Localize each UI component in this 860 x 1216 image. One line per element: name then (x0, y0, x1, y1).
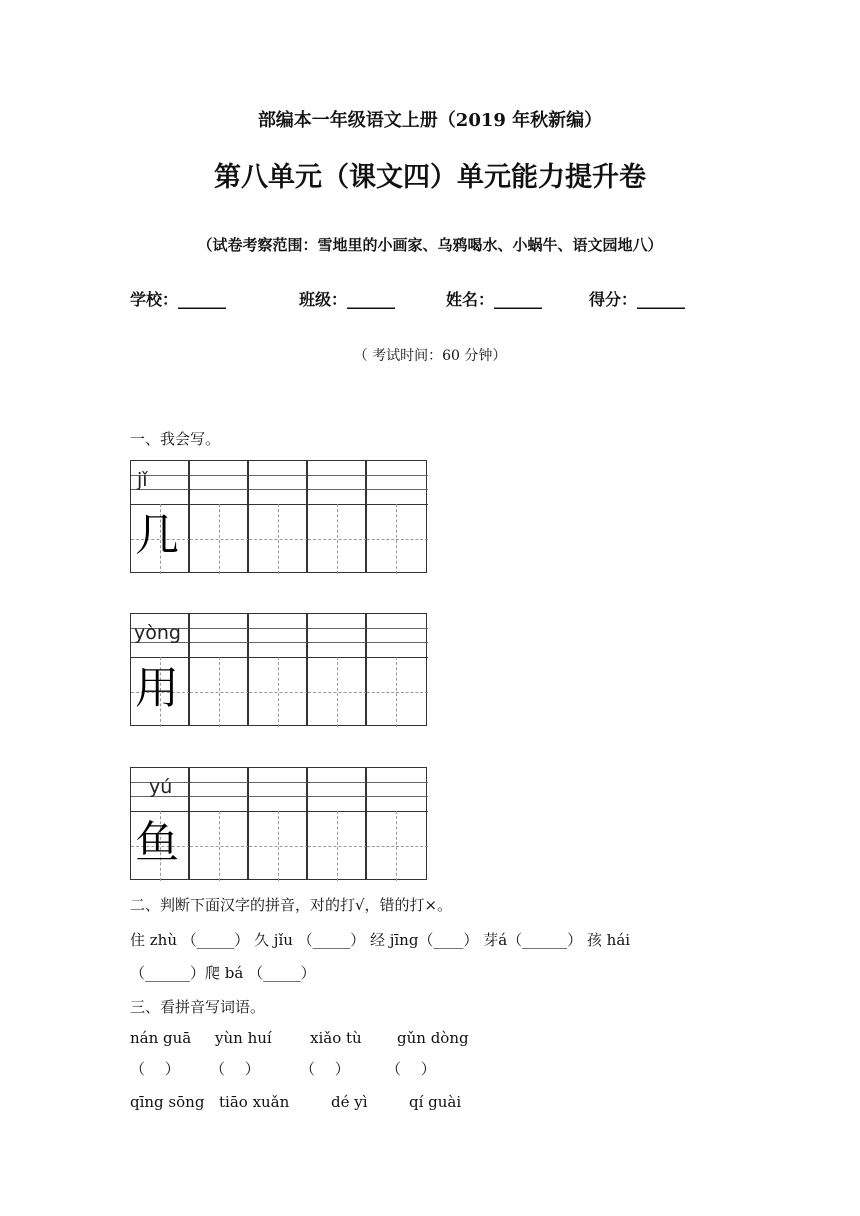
grid-cell (366, 460, 427, 573)
grid-cell (366, 613, 427, 726)
grid-cell (307, 613, 366, 726)
pinyin-label: yú (149, 776, 173, 798)
grid-cell (307, 767, 366, 880)
section2-line1: 住 zhù （_____） 久 jǐu （_____） 经 jīng（____） 芽á（______） 孩 hái (130, 931, 631, 949)
section2-heading: 二、判断下面汉字的拼音，对的打√，错的打×。 (130, 896, 453, 914)
pinyin-word: tiāo xuǎn (219, 1093, 290, 1111)
grid-cell (130, 767, 189, 880)
pinyin-word: yùn huí (215, 1029, 272, 1047)
info-name: 姓名：______ (446, 290, 543, 309)
grid-cell (130, 460, 189, 573)
grid-cell (248, 613, 307, 726)
grid-cell (189, 767, 248, 880)
answer-bracket[interactable]: （ ） (300, 1060, 350, 1078)
answer-bracket[interactable]: （ ） (210, 1060, 260, 1078)
section1-heading: 一、我会写。 (130, 430, 221, 448)
grid-cell (189, 460, 248, 573)
writing-grid (130, 613, 427, 726)
pinyin-label: jǐ (137, 469, 148, 491)
doc-title: 第八单元（课文四）单元能力提升卷 (214, 162, 646, 193)
info-score: 得分：______ (589, 290, 686, 309)
hanzi-char: 几 (135, 510, 179, 561)
pinyin-word: qīng sōng (130, 1093, 205, 1111)
answer-bracket[interactable]: （ ） (130, 1060, 180, 1078)
pinyin-word: dé yì (331, 1093, 368, 1111)
writing-grid (130, 460, 427, 573)
grid-cell (189, 613, 248, 726)
doc-subtitle: 部编本一年级语文上册（2019 年秋新编） (257, 110, 603, 131)
section3-heading: 三、看拼音写词语。 (130, 998, 266, 1016)
section2-line2: （______）爬 bá （_____） (130, 964, 316, 982)
pinyin-label: yòng (134, 622, 181, 644)
pinyin-word: xiǎo tù (310, 1029, 362, 1047)
grid-cell (248, 460, 307, 573)
writing-grid (130, 767, 427, 880)
info-class: 班级：______ (299, 290, 396, 309)
exam-scope: （试卷考察范围：雪地里的小画家、乌鸦喝水、小蜗牛、语文园地八） (197, 236, 663, 254)
pinyin-word: nán guā (130, 1029, 192, 1047)
grid-cell (366, 767, 427, 880)
grid-cell (130, 613, 189, 726)
exam-time: （ 考试时间：60 分钟） (353, 348, 507, 364)
answer-bracket[interactable]: （ ） (386, 1060, 436, 1078)
grid-cell (248, 767, 307, 880)
hanzi-char: 用 (135, 663, 179, 714)
info-school: 学校：______ (130, 290, 227, 309)
pinyin-word: qí guài (409, 1093, 462, 1111)
hanzi-char: 鱼 (135, 817, 179, 868)
grid-cell (307, 460, 366, 573)
pinyin-word: gǔn dòng (397, 1029, 469, 1047)
